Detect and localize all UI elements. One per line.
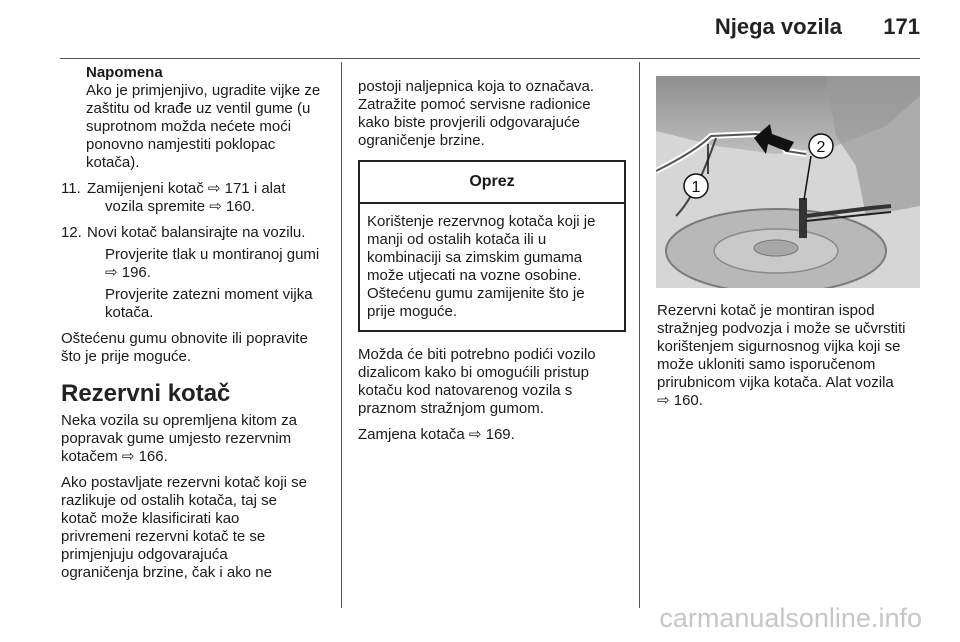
list-item-12 (61, 224, 336, 322)
repair-paragraph (61, 330, 336, 366)
note-line: suprotnom možda nećete moći (86, 118, 292, 135)
paragraph-line: razlikuje od ostalih kotača, taj se (61, 492, 277, 509)
caution-box (358, 160, 626, 332)
wheel-hub (754, 240, 798, 256)
section-paragraph-1 (61, 412, 336, 466)
note-line: Ako je primjenjivo, ugradite vijke ze (86, 82, 321, 99)
note-line: kotača). (86, 154, 140, 171)
list-subtext: ⇨ 196. (105, 264, 151, 281)
list-subtext: Provjerite zatezni moment vijka (105, 286, 313, 303)
spare-wheel-illustration (656, 76, 920, 288)
list-subtext: kotača. (105, 304, 154, 321)
caption-line: Rezervni kotač je montiran ispod (657, 302, 875, 319)
list-text: Zamijenjeni kotač ⇨ 171 i alat (87, 180, 286, 197)
note-line: zaštitu od krađe uz ventil gume (u (86, 100, 311, 117)
list-number: 11. (61, 180, 81, 197)
column-divider-2 (639, 62, 640, 608)
caption-line: ⇨ 160. (657, 392, 703, 409)
page-header-title: Njega vozila (714, 14, 842, 39)
column-1 (61, 64, 336, 582)
list-item-11 (61, 180, 336, 216)
caution-line: Oštećenu gumu zamijenite što je (367, 285, 585, 302)
column-divider-1 (341, 62, 342, 608)
caution-line: kombinaciji sa zimskim gumama (367, 249, 583, 266)
watermark: carmanualsonline.info (659, 603, 922, 633)
paragraph-line: kako biste provjerili odgovarajuće (358, 114, 580, 131)
caution-line: Korištenje rezervnog kotača koji je (367, 213, 596, 230)
jack-paragraph (358, 346, 628, 418)
paragraph-line: ograničenje brzine. (358, 132, 485, 149)
caution-line: prije moguće. (367, 303, 458, 320)
paragraph-line: privremeni rezervni kotač te se (61, 528, 266, 545)
callout-1-label: 1 (691, 179, 701, 196)
header-divider (60, 58, 920, 59)
section-title: Rezervni kotač (61, 380, 231, 407)
callout-2-label: 2 (816, 139, 826, 156)
caption-line: prirubnicom vijka kotača. Alat vozila (657, 374, 894, 391)
caption-line: korištenjem sigurnosnog vijka koji se (657, 338, 901, 355)
caution-line: može utjecati na vozne osobine. (367, 267, 582, 284)
paragraph-line: kotač može klasificirati kao (61, 510, 240, 527)
paragraph-line: postoji naljepnica koja to označava. (358, 78, 594, 95)
note-block (61, 64, 336, 172)
paragraph-line: Neka vozila su opremljena kitom za (61, 412, 297, 429)
underbody-drawing (656, 76, 920, 288)
column-2 (358, 78, 628, 444)
paragraph-line: dizalicom kako bi omogućili pristup (358, 364, 589, 381)
body-panel (826, 76, 920, 216)
paragraph-line: kotaču kod natovarenog vozila s (358, 382, 573, 399)
paragraph-line: što je prije moguće. (61, 348, 192, 365)
caption-line: stražnjeg podvozja i može se učvrstiti (657, 320, 906, 337)
paragraph-line: Zatražite pomoć servisne radionice (358, 96, 591, 113)
intro-paragraph (358, 78, 628, 150)
list-subtext: Provjerite tlak u montiranoj gumi (105, 246, 320, 263)
paragraph-line: primjenjuju odgovarajuća (61, 546, 228, 563)
column-3-caption (657, 302, 925, 410)
section-paragraph-2 (61, 474, 336, 582)
paragraph-line: Oštećenu gumu obnovite ili popravite (61, 330, 308, 347)
list-text: vozila spremite ⇨ 160. (105, 198, 256, 215)
paragraph-line: Možda će biti potrebno podići vozilo (358, 346, 596, 363)
caution-line: manji od ostalih kotača ili u (367, 231, 547, 248)
wheel-change-reference: Zamjena kotača ⇨ 169. (358, 426, 515, 443)
caution-body (360, 204, 624, 330)
callout-2-line (804, 156, 811, 200)
note-line: ponovno namjestiti poklopac (86, 136, 276, 153)
paragraph-line: kotačem ⇨ 166. (61, 448, 168, 465)
security-bolt (799, 198, 807, 238)
paragraph-line: ograničenja brzine, čak i ako ne (61, 564, 272, 581)
caption-line: može ukloniti samo isporučenom (657, 356, 876, 373)
paragraph-line: popravak gume umjesto rezervnim (61, 430, 292, 447)
caution-title: Oprez (360, 162, 624, 204)
paragraph-line: Ako postavljate rezervni kotač koji se (61, 474, 307, 491)
paragraph-line: praznom stražnjom gumom. (358, 400, 544, 417)
note-title: Napomena (86, 64, 163, 81)
list-text: Novi kotač balansirajte na vozilu. (87, 224, 306, 241)
list-number: 12. (61, 224, 82, 241)
page-number: 171 (883, 14, 920, 39)
